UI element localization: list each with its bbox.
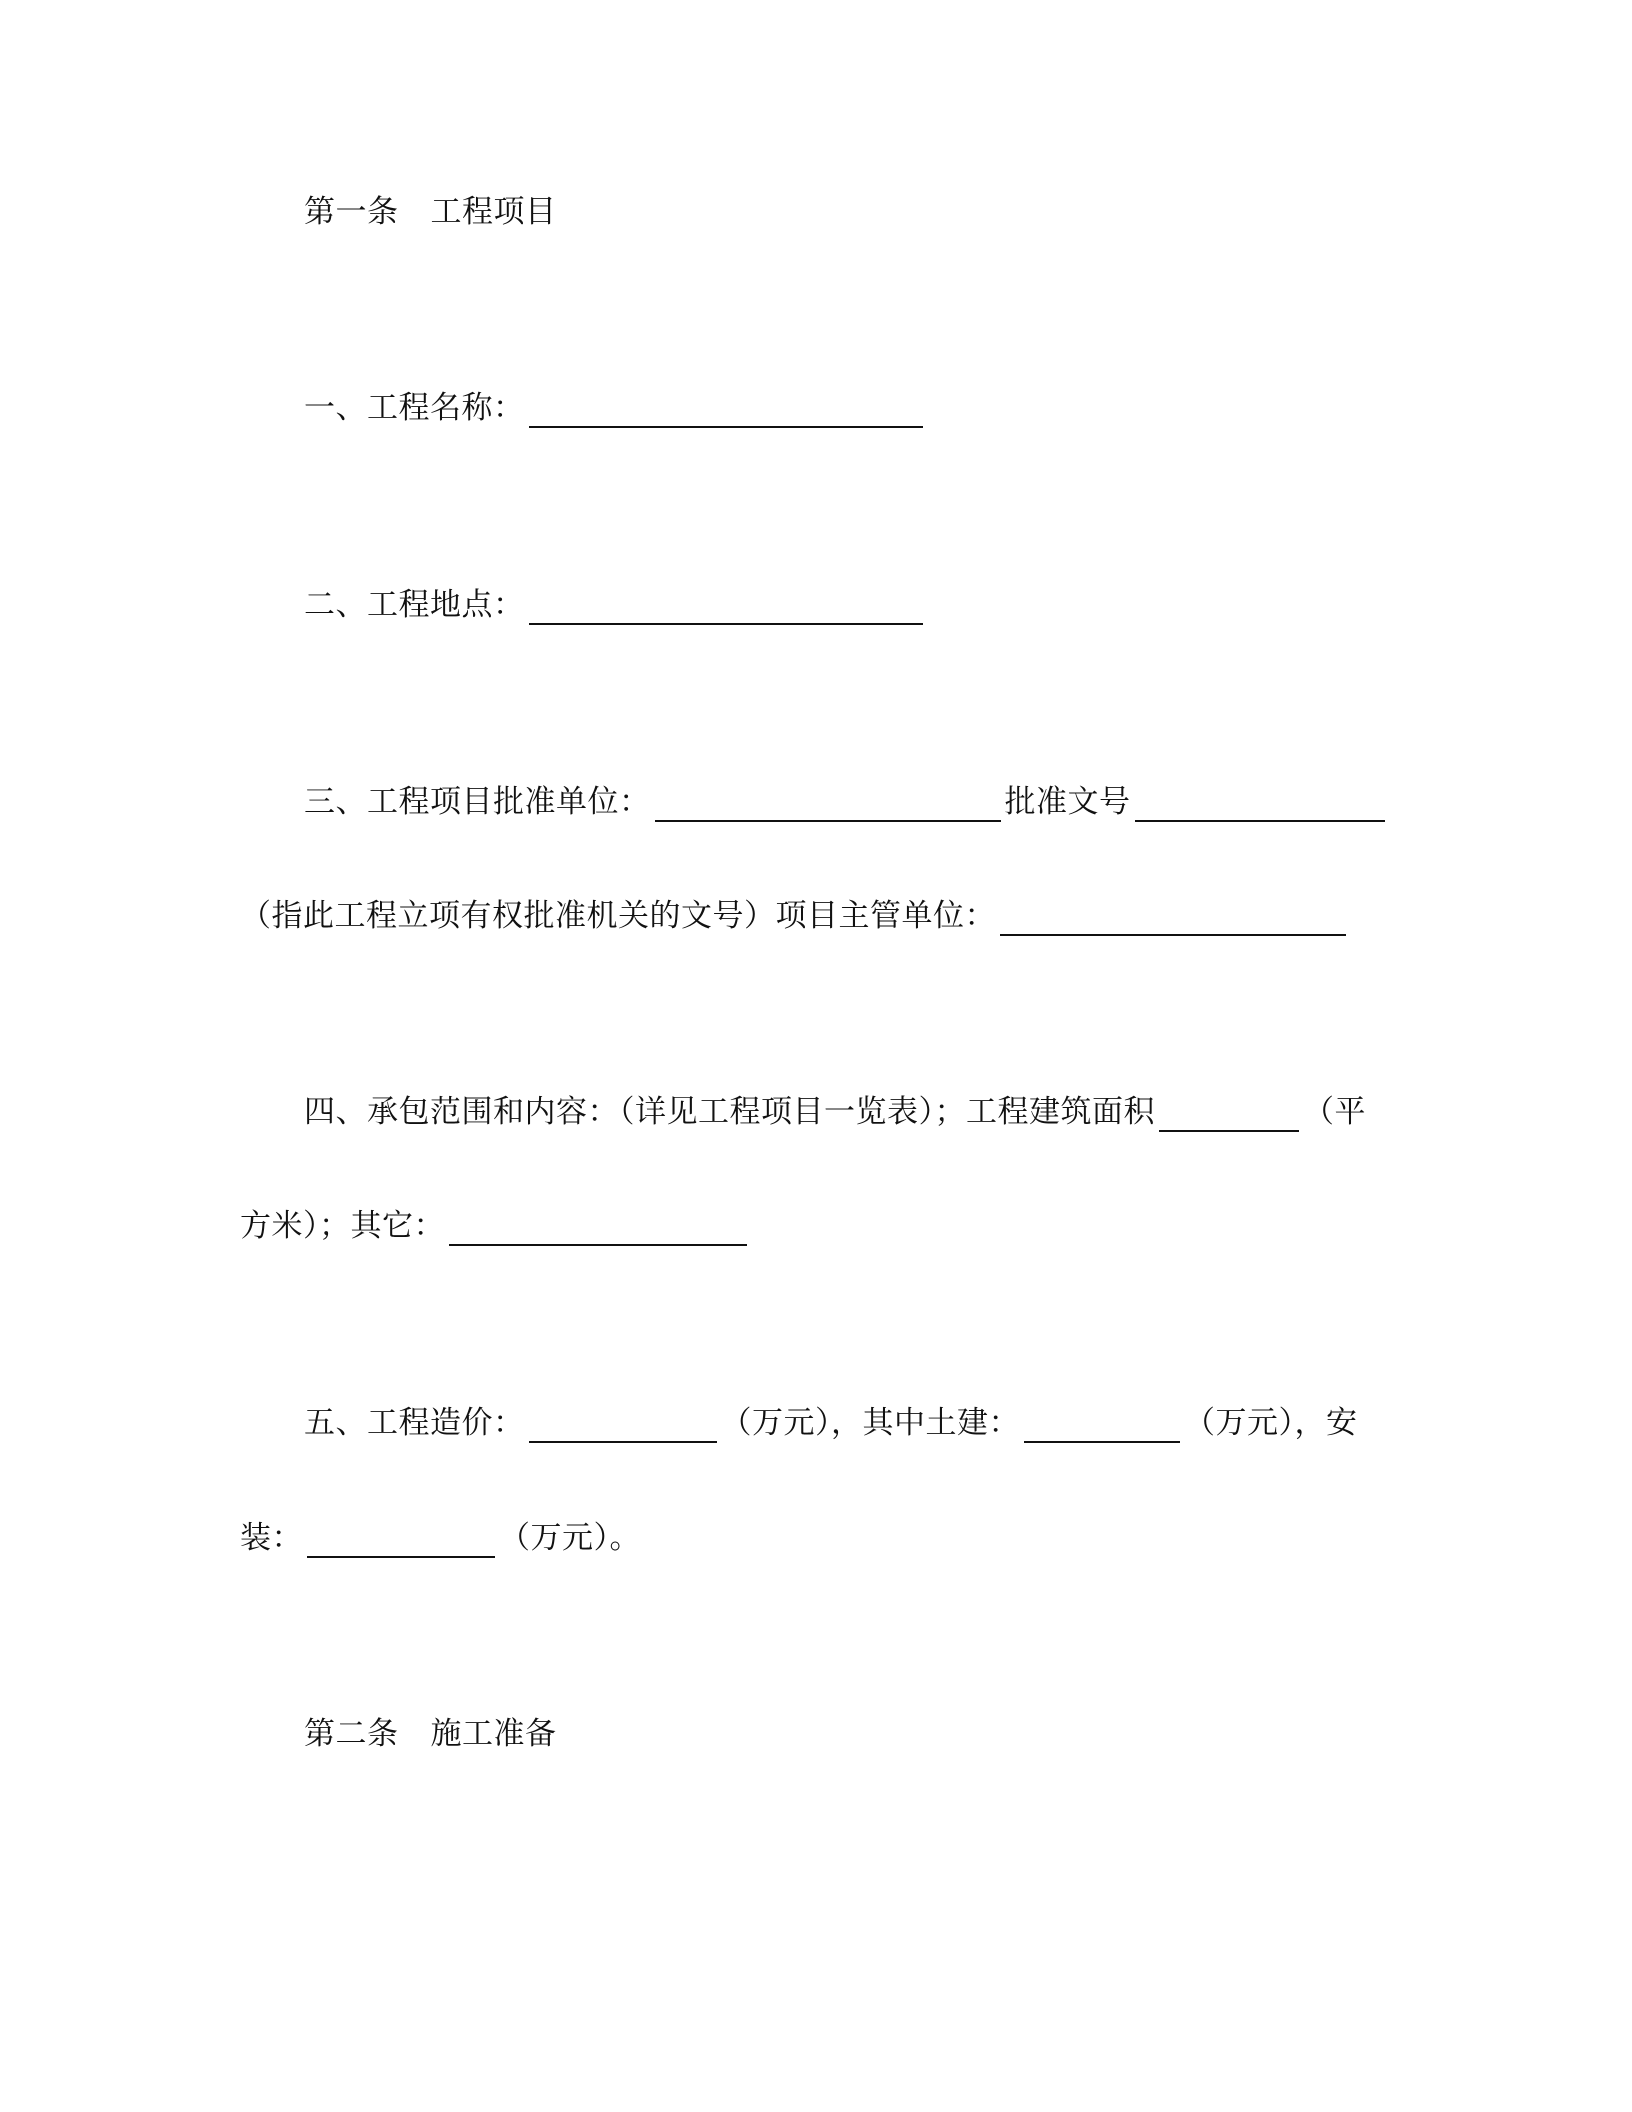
installation-field[interactable] (307, 1520, 495, 1558)
civil-works-field[interactable] (1024, 1405, 1180, 1443)
approval-unit-label: 三、工程项目批准单位： (304, 784, 651, 820)
install-unit-label: （万元），安 (1184, 1405, 1358, 1441)
article-2-title: 施工准备 (430, 1716, 557, 1752)
project-name-label: 一、工程名称： (304, 390, 525, 426)
supervising-unit-label: （指此工程立项有权批准机关的文号）项目主管单位： (240, 898, 996, 934)
project-cost-label: 五、工程造价： (304, 1405, 525, 1441)
supervising-unit-row (240, 896, 1380, 936)
installation-unit: （万元）。 (499, 1520, 641, 1556)
article-1-number: 第一条 (304, 194, 399, 230)
article-1-heading (240, 192, 1444, 232)
installation-label: 装： (240, 1520, 303, 1556)
approval-unit-field[interactable] (655, 784, 1001, 822)
project-cost-row (240, 1403, 1444, 1443)
article-1-title: 工程项目 (430, 194, 557, 230)
scope-label: 四、承包范围和内容：（详见工程项目一览表）；工程建筑面积 (304, 1094, 1155, 1130)
scope-continued-row (240, 1206, 1380, 1246)
project-name-field[interactable] (529, 390, 923, 428)
project-cost-field[interactable] (529, 1405, 717, 1443)
project-location-field[interactable] (529, 587, 923, 625)
other-field[interactable] (449, 1208, 747, 1246)
supervising-unit-field[interactable] (1000, 898, 1346, 936)
project-location-label: 二、工程地点： (304, 587, 525, 623)
scope-row (240, 1092, 1444, 1132)
approval-number-field[interactable] (1135, 784, 1385, 822)
project-location-row (240, 585, 1444, 625)
civil-works-label: （万元），其中土建： (720, 1405, 1020, 1441)
area-unit-open: （平 (1303, 1094, 1366, 1130)
article-2-heading (240, 1714, 1444, 1754)
area-unit-close: 方米）；其它： (240, 1208, 445, 1244)
project-name-row (240, 388, 1444, 428)
installation-row (240, 1518, 1380, 1558)
article-2-number: 第二条 (304, 1716, 399, 1752)
approval-unit-row (240, 782, 1444, 822)
building-area-field[interactable] (1159, 1094, 1299, 1132)
approval-number-label: 批准文号 (1004, 784, 1131, 820)
